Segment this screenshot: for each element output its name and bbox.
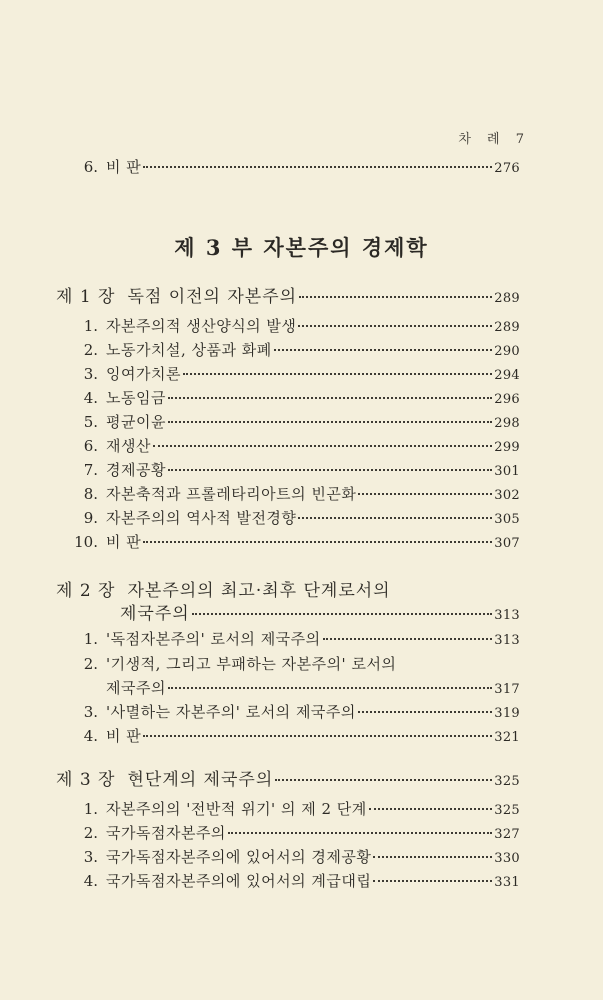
dot-leader — [168, 687, 492, 689]
entry-number: 9. — [83, 509, 98, 527]
chapter-page: 325 — [494, 774, 520, 789]
dot-leader — [274, 349, 493, 351]
entry-page: 325 — [494, 803, 520, 818]
entry-page: 290 — [494, 344, 520, 359]
entry-title: 경제공황 — [106, 461, 166, 479]
entry-title: 자본주의적 생산양식의 발생 — [106, 317, 297, 335]
entry-number: 5. — [83, 413, 98, 431]
entry-title: 자본주의의 역사적 발전경향 — [106, 509, 297, 527]
entry-title: '사멸하는 자본주의' 로서의 제국주의 — [106, 703, 356, 721]
entry-number: 10. — [74, 533, 98, 551]
entry-title: 자본주의의 '전반적 위기' 의 제 2 단계 — [106, 800, 367, 818]
entry-title: 비 판 — [106, 158, 142, 176]
entry-page: 313 — [494, 633, 520, 648]
chapter-title-cont: 제국주의 — [120, 604, 190, 624]
chapter-heading[interactable] — [56, 770, 520, 790]
entry-title: 잉여가치론 — [106, 365, 181, 383]
entry-number: 2. — [83, 655, 98, 673]
toc-entry[interactable] — [70, 365, 520, 384]
entry-number: 7. — [83, 461, 98, 479]
entry-number: 4. — [83, 872, 98, 890]
toc-entry[interactable] — [70, 848, 520, 867]
dot-leader — [168, 469, 492, 471]
toc-entry[interactable] — [70, 317, 520, 336]
chapter-heading[interactable] — [56, 287, 520, 307]
entry-title: '독점자본주의' 로서의 제국주의 — [106, 630, 321, 648]
part-title: 제 3 부 자본주의 경제학 — [174, 235, 429, 260]
dot-leader — [183, 373, 492, 375]
entry-number: 4. — [83, 727, 98, 745]
dot-leader — [369, 808, 493, 810]
running-head: 차 례 7 — [458, 132, 530, 147]
dot-leader — [298, 517, 492, 519]
toc-entry[interactable] — [70, 824, 520, 843]
dot-leader — [153, 445, 492, 447]
entry-number: 3. — [83, 703, 98, 721]
dot-leader — [168, 421, 492, 423]
entry-title: 노동가치설, 상품과 화폐 — [106, 341, 272, 359]
dot-leader — [358, 493, 492, 495]
entry-page: 298 — [494, 416, 520, 431]
entry-page: 276 — [494, 161, 520, 176]
chapter-title: 자본주의의 최고·최후 단계로서의 — [127, 581, 391, 601]
dot-leader — [373, 856, 492, 858]
toc-entry[interactable] — [70, 655, 520, 673]
entry-number: 6. — [83, 158, 98, 176]
entry-page: 331 — [494, 875, 520, 890]
entry-title: '기생적, 그리고 부패하는 자본주의' 로서의 — [106, 655, 397, 673]
entry-title: 자본축적과 프롤레타리아트의 빈곤화 — [106, 485, 357, 503]
entry-number: 1. — [83, 800, 98, 818]
entry-page: 327 — [494, 827, 520, 842]
entry-page: 294 — [494, 368, 520, 383]
entry-title: 비 판 — [106, 727, 142, 745]
entry-number: 4. — [83, 389, 98, 407]
entry-page: 305 — [494, 512, 520, 527]
entry-page: 296 — [494, 392, 520, 407]
toc-entry-cont[interactable] — [106, 679, 520, 698]
chapter-label: 제 1 장 — [56, 287, 116, 307]
entry-page: 301 — [494, 464, 520, 479]
entry-number: 3. — [83, 848, 98, 866]
toc-entry[interactable] — [70, 158, 520, 177]
toc-entry[interactable] — [70, 703, 520, 722]
entry-title: 재생산 — [106, 437, 151, 455]
dot-leader — [143, 735, 492, 737]
entry-number: 2. — [83, 341, 98, 359]
toc-entry[interactable] — [70, 485, 520, 504]
toc-entry[interactable] — [70, 727, 520, 746]
toc-entry[interactable] — [70, 437, 520, 456]
entry-page: 299 — [494, 440, 520, 455]
entry-title: 비 판 — [106, 533, 142, 551]
toc-entry[interactable] — [70, 389, 520, 408]
entry-page: 319 — [494, 706, 520, 721]
dot-leader — [373, 880, 492, 882]
entry-page: 302 — [494, 488, 520, 503]
chapter-page: 313 — [494, 608, 520, 623]
entry-title: 국가독점자본주의에 있어서의 경제공황 — [106, 848, 372, 866]
entry-title: 평균이윤 — [106, 413, 166, 431]
entry-number: 1. — [83, 630, 98, 648]
toc-entry[interactable] — [70, 341, 520, 360]
chapter-label: 제 3 장 — [56, 770, 116, 790]
entry-title: 국가독점자본주의 — [106, 824, 226, 842]
dot-leader — [298, 325, 492, 327]
entry-number: 3. — [83, 365, 98, 383]
toc-entry[interactable] — [70, 800, 520, 819]
toc-entry[interactable] — [70, 461, 520, 480]
toc-entry[interactable] — [70, 630, 520, 649]
entry-number: 2. — [83, 824, 98, 842]
entry-number: 8. — [83, 485, 98, 503]
dot-leader — [275, 779, 492, 781]
toc-entry[interactable] — [70, 509, 520, 528]
entry-title: 노동임금 — [106, 389, 166, 407]
dot-leader — [192, 613, 493, 615]
entry-page: 317 — [494, 682, 520, 697]
toc-entry[interactable] — [70, 872, 520, 891]
chapter-title: 독점 이전의 자본주의 — [127, 287, 298, 307]
dot-leader — [323, 638, 493, 640]
entry-number: 1. — [83, 317, 98, 335]
entry-page: 321 — [494, 730, 520, 745]
dot-leader — [168, 397, 492, 399]
dot-leader — [299, 296, 492, 298]
toc-entry[interactable] — [70, 533, 520, 552]
dot-leader — [143, 541, 492, 543]
toc-entry[interactable] — [70, 413, 520, 432]
dot-leader — [228, 832, 492, 834]
chapter-heading-line[interactable] — [56, 576, 391, 601]
dot-leader — [358, 711, 492, 713]
chapter-label: 제 2 장 — [56, 581, 116, 601]
dot-leader — [143, 166, 492, 168]
entry-number: 6. — [83, 437, 98, 455]
chapter-page: 289 — [494, 291, 520, 306]
chapter-heading[interactable] — [120, 604, 520, 624]
entry-page: 307 — [494, 536, 520, 551]
entry-page: 330 — [494, 851, 520, 866]
entry-title: 국가독점자본주의에 있어서의 계급대립 — [106, 872, 372, 890]
entry-page: 289 — [494, 320, 520, 335]
chapter-title: 현단계의 제국주의 — [127, 770, 274, 790]
entry-title-cont: 제국주의 — [106, 679, 166, 697]
